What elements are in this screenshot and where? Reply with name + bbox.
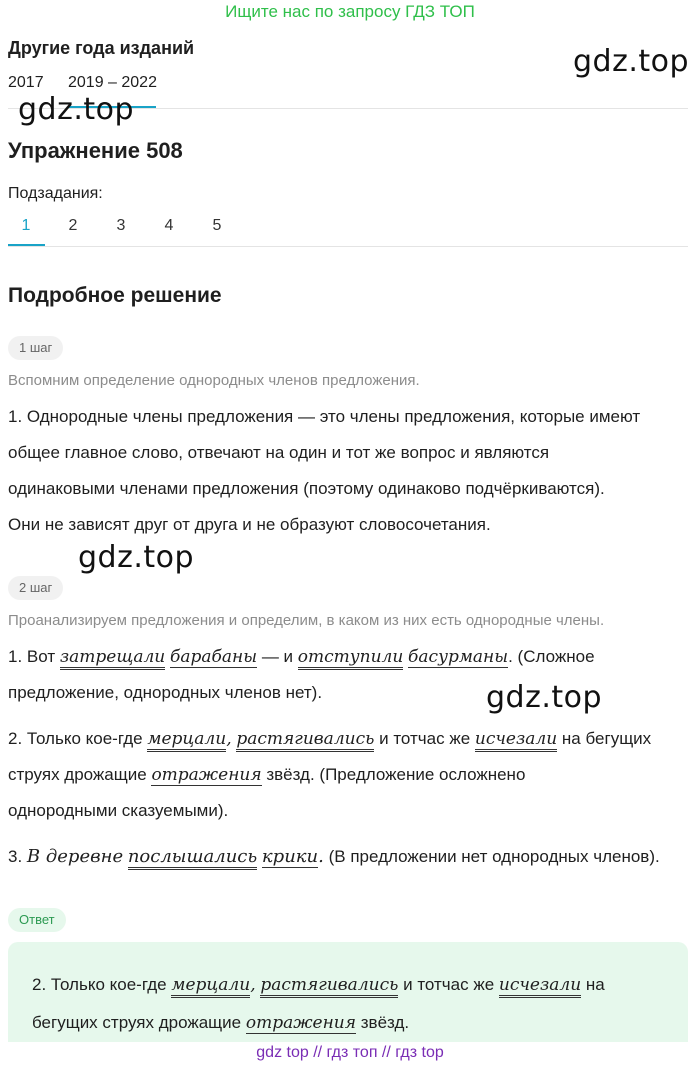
predicate-word: мерцали	[147, 729, 226, 752]
text-fragment: бегущих струях дрожащие	[32, 1013, 242, 1032]
predicate-word: растягивались	[260, 975, 398, 998]
watermark: gdz.top	[486, 680, 603, 715]
editions-heading: Другие года изданий	[8, 38, 195, 58]
text-line: одинаковыми членами предложения (поэтому одинаково подчёркиваются).	[8, 479, 605, 498]
text-fragment: струях дрожащие	[8, 765, 147, 784]
text-fragment: на	[585, 975, 605, 994]
text-fragment: 3.	[8, 847, 23, 866]
text-fragment: на бегущих	[561, 729, 652, 748]
step-2-hint: Проанализируем предложения и определим, в каком из них есть однородные члены.	[8, 612, 605, 629]
text-line	[8, 721, 692, 757]
edition-year-2019-2022[interactable]: 2019 – 2022	[68, 74, 157, 91]
predicate-word: затрещали	[60, 647, 165, 670]
subject-word: отражения	[151, 765, 262, 785]
subject-word: барабаны	[169, 647, 258, 667]
text-fragment: 2. Только кое-где	[8, 729, 143, 748]
solution-title: Подробное решение	[8, 284, 222, 307]
text-line	[8, 757, 692, 793]
divider	[8, 246, 688, 247]
subtask-tab-3[interactable]: 3	[116, 217, 126, 234]
text-line	[8, 639, 692, 675]
text-fragment: ,	[226, 729, 232, 749]
subtask-tab-2[interactable]: 2	[68, 217, 78, 234]
predicate-word: исчезали	[499, 975, 581, 998]
text-fragment: и тотчас же	[403, 975, 495, 994]
text-fragment: (В предложении нет однородных членов).	[328, 847, 660, 866]
text-line: Они не зависят друг от друга и не образуют словосочетания.	[8, 515, 491, 534]
text-fragment: звёзд. (Предложение осложнено	[266, 765, 526, 784]
text-fragment: и тотчас же	[379, 729, 471, 748]
text-line: 1. Однородные члены предложения — это члены предложения, которые имеют	[8, 407, 641, 426]
text-line: однородными сказуемыми).	[8, 801, 229, 820]
footer-links[interactable]: gdz top // гдз топ // гдз top	[256, 1044, 444, 1061]
predicate-word: послышались	[128, 846, 257, 870]
text-line	[32, 1004, 672, 1042]
subject-word: крики	[261, 846, 319, 867]
text-line	[32, 966, 672, 1004]
text-line	[8, 839, 692, 875]
watermark: gdz.top	[18, 92, 135, 127]
text-line: общее главное слово, отвечают на один и тот же вопрос и являются	[8, 443, 550, 462]
sentence-2	[8, 721, 692, 829]
answer-badge: Ответ	[8, 908, 66, 932]
subject-word: басурманы	[408, 647, 509, 667]
sentence-3	[8, 839, 692, 875]
step-1-text	[8, 399, 692, 543]
text-fragment: . (Сложное	[508, 647, 595, 666]
subtask-tab-4[interactable]: 4	[164, 217, 174, 234]
subtask-tab-5[interactable]: 5	[212, 217, 222, 234]
exercise-title: Упражнение 508	[8, 138, 183, 163]
watermark: gdz.top	[573, 44, 690, 79]
promo-banner[interactable]: Ищите нас по запросу ГДЗ ТОП	[225, 2, 475, 21]
watermark: gdz.top	[78, 540, 195, 575]
answer-text	[32, 966, 672, 1042]
predicate-word: отступили	[298, 647, 404, 670]
subject-word: отражения	[245, 1013, 357, 1033]
subtask-tab-1[interactable]: 1	[21, 217, 31, 234]
step-2-badge: 2 шаг	[8, 576, 63, 600]
text-fragment: .	[318, 846, 324, 867]
text-fragment: 2. Только кое-где	[32, 975, 167, 994]
text-fragment: 1. Вот	[8, 647, 56, 666]
edition-year-2017[interactable]: 2017	[8, 74, 44, 91]
predicate-word: растягивались	[236, 729, 374, 752]
text-fragment: ,	[250, 975, 256, 995]
subtasks-label: Подзадания:	[8, 185, 103, 202]
predicate-word: исчезали	[475, 729, 557, 752]
text-fragment: — и	[261, 647, 294, 666]
text-fragment: В деревне	[26, 846, 124, 867]
text-fragment: звёзд.	[360, 1013, 410, 1032]
predicate-word: мерцали	[171, 975, 250, 998]
text-line: предложение, однородных членов нет).	[8, 683, 323, 702]
step-1-badge: 1 шаг	[8, 336, 63, 360]
step-1-hint: Вспомним определение однородных членов предложения.	[8, 372, 420, 389]
